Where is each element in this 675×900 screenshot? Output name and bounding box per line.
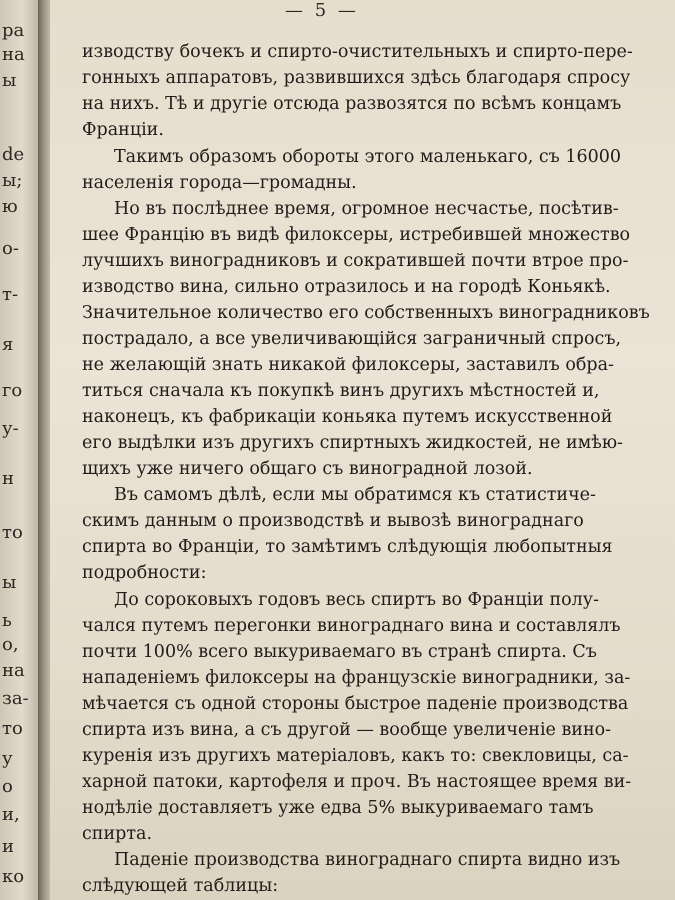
left-fragment: о bbox=[2, 776, 13, 797]
left-fragment: ко bbox=[2, 866, 25, 887]
left-fragment: и, bbox=[2, 804, 20, 825]
left-fragment: de bbox=[2, 144, 25, 165]
text-line: изводству бочекъ и спирто-очистительныхъ и спирто-пере- bbox=[82, 42, 633, 62]
text-line: щихъ уже ничего общаго съ виноградной лозой. bbox=[82, 459, 533, 479]
text-line: нодѣліе доставляетъ уже едва 5% выкуриваемаго тамъ bbox=[82, 798, 594, 818]
left-fragment: о, bbox=[2, 634, 19, 655]
text-line: почти 100% всего выкуриваемаго въ странѣ спирта. Съ bbox=[82, 642, 597, 662]
page-number: — 5 — bbox=[285, 0, 359, 21]
left-fragment: на bbox=[2, 44, 25, 65]
left-fragment: за- bbox=[2, 688, 29, 709]
left-fragment: ы bbox=[2, 70, 17, 91]
left-fragment: и bbox=[2, 836, 14, 857]
text-line: шее Францію въ видѣ филоксеры, истребившей множество bbox=[82, 225, 631, 245]
left-fragment: я bbox=[2, 334, 14, 355]
text-line: пострадало, а все увеличивающійся заграничный спросъ, bbox=[82, 329, 622, 349]
text-line: его выдѣлки изъ другихъ спиртныхъ жидкостей, не имѣю- bbox=[82, 433, 623, 453]
left-fragment: го bbox=[2, 380, 23, 401]
left-fragment: на bbox=[2, 660, 25, 681]
text-line: изводство вина, сильно отразилось и на городѣ Коньякѣ. bbox=[82, 277, 611, 297]
text-line: лучшихъ виноградниковъ и сократившей почти втрое про- bbox=[82, 251, 629, 271]
text-line: подробности: bbox=[82, 563, 207, 583]
text-line: чался путемъ перегонки винограднаго вина и составлялъ bbox=[82, 616, 621, 636]
left-fragment: ы; bbox=[2, 170, 23, 191]
text-line: До сороковыхъ годовъ весь спиртъ во Франціи полу- bbox=[114, 590, 599, 610]
text-line: Но въ послѣднее время, огромное несчастье, посѣтив- bbox=[114, 199, 619, 219]
text-line: Франціи. bbox=[82, 120, 164, 140]
left-fragment: н bbox=[2, 468, 14, 489]
text-line: харной патоки, картофеля и проч. Въ настоящее время ви- bbox=[82, 772, 632, 792]
left-fragment: ю bbox=[2, 196, 18, 217]
text-line: гонныхъ аппаратовъ, развившихся здѣсь благодаря спросу bbox=[82, 68, 631, 88]
book-page bbox=[50, 0, 675, 900]
text-line: спирта изъ вина, а съ другой — вообще увеличеніе вино- bbox=[82, 720, 612, 740]
text-line: на нихъ. Тѣ и другіе отсюда развозятся по всѣмъ концамъ bbox=[82, 94, 622, 114]
text-line: скимъ данным о производствѣ и вывозѣ винограднаго bbox=[82, 511, 584, 531]
left-fragment: ы bbox=[2, 572, 17, 593]
text-line: титься сначала къ покупкѣ винъ другихъ мѣстностей и, bbox=[82, 381, 600, 401]
left-fragment: ра bbox=[2, 20, 25, 41]
left-fragment: о- bbox=[2, 238, 19, 259]
left-fragment: у bbox=[2, 748, 13, 769]
left-fragment: ь bbox=[2, 610, 12, 631]
text-line: Такимъ образомъ обороты этого маленькаго, съ 16000 bbox=[114, 147, 621, 167]
text-line: не желающій знать никакой филоксеры, заставилъ обра- bbox=[82, 355, 614, 375]
text-line: Въ самомъ дѣлѣ, если мы обратимся къ статистиче- bbox=[114, 485, 596, 505]
text-line: спирта во Франціи, то замѣтимъ слѣдующія любопытныя bbox=[82, 537, 613, 557]
text-line: Паденіе производства винограднаго спирта видно изъ bbox=[114, 850, 621, 870]
left-fragment: то bbox=[2, 718, 23, 739]
text-line: куренія изъ другихъ матеріаловъ, какъ то: свекловицы, са- bbox=[82, 746, 629, 766]
text-line: мѣчается съ одной стороны быстрое паденіе производства bbox=[82, 694, 629, 714]
left-fragment: т- bbox=[2, 284, 19, 305]
text-line: наконецъ, къ фабрикаціи коньяка путемъ искусственной bbox=[82, 407, 613, 427]
left-page-edge bbox=[0, 0, 40, 900]
text-line: Значительное количество его собственныхъ виноградниковъ bbox=[82, 303, 650, 323]
text-line: населенія города—громадны. bbox=[82, 173, 357, 193]
text-line: спирта. bbox=[82, 824, 153, 844]
text-line: нападеніемъ филоксеры на французскіе виноградники, за- bbox=[82, 668, 631, 688]
left-fragment: у- bbox=[2, 418, 19, 439]
text-line: слѣдующей таблицы: bbox=[82, 876, 279, 896]
left-fragment: то bbox=[2, 522, 23, 543]
